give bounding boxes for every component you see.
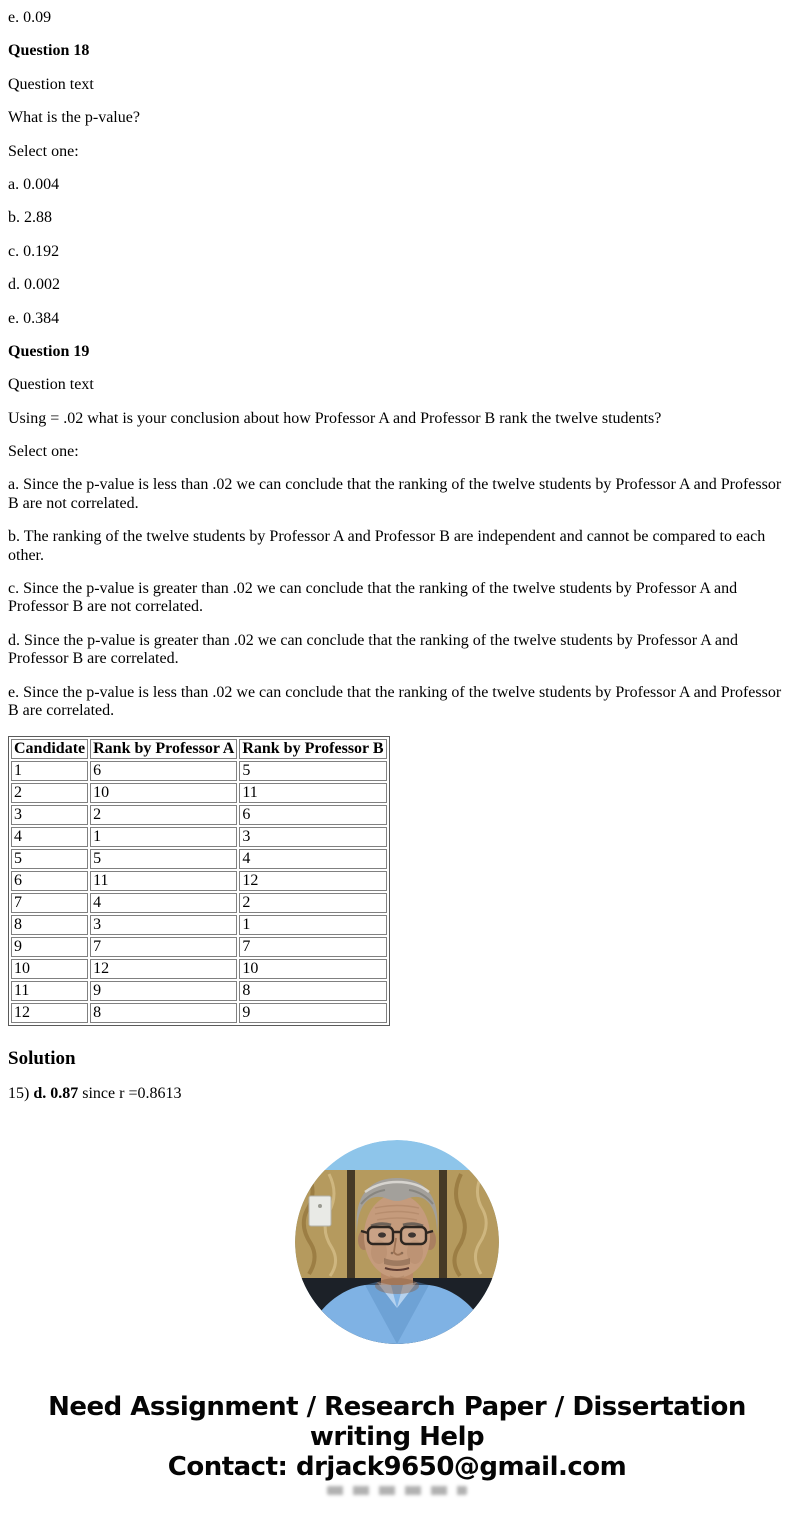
prev-question-option-e: e. 0.09 [8, 9, 52, 26]
question19-option-e[interactable]: e. Since the p-value is less than .02 we can conclude that the ranking of the twelve students by Professor A and Professor B are correlated. [8, 683, 782, 719]
question19-option-c[interactable]: c. Since the p-value is greater than .02 we can conclude that the ranking of the twelve students by Professor A and Professor B are not correlated. [8, 580, 738, 616]
cell-rank-a: 6 [90, 761, 237, 781]
question18-select-label: Select one: [8, 142, 79, 160]
cell-candidate: 7 [11, 893, 88, 913]
cell-candidate: 5 [11, 849, 88, 869]
question19-option-d[interactable]: d. Since the p-value is greater than .02 we can conclude that the ranking of the twelve students by Professor A and Professor B are correlated. [8, 631, 739, 668]
table-row [11, 937, 387, 957]
cell-rank-b: 12 [239, 871, 386, 891]
table-row [11, 981, 387, 1001]
table-row [11, 915, 387, 935]
solution-answer-choice: d. 0.87 [33, 1085, 79, 1103]
cell-rank-b: 10 [239, 959, 386, 979]
cell-candidate: 3 [11, 805, 88, 825]
cell-rank-a: 8 [90, 1003, 237, 1023]
cell-rank-a: 1 [90, 827, 237, 847]
question19-subtitle: Question text [8, 376, 94, 394]
cell-rank-a: 9 [90, 981, 237, 1001]
cell-rank-a: 4 [90, 893, 237, 913]
question18-prompt: What is the p-value? [8, 109, 140, 127]
cell-rank-b: 9 [239, 1003, 386, 1023]
cell-rank-b: 2 [239, 893, 386, 913]
cell-candidate: 4 [11, 827, 88, 847]
question18-option-c[interactable]: c. 0.192 [8, 242, 60, 260]
table-header-row [11, 739, 387, 759]
cell-rank-a: 12 [90, 959, 237, 979]
question18-option-d[interactable]: d. 0.002 [8, 276, 60, 294]
cell-candidate: 11 [11, 981, 88, 1001]
question19-select-label: Select one: [8, 443, 79, 461]
question19-title: Question 19 [8, 342, 90, 360]
cell-rank-b: 6 [239, 805, 386, 825]
cell-rank-a: 5 [90, 849, 237, 869]
table-row [11, 871, 387, 891]
solution-answer-prefix: 15) [8, 1085, 34, 1103]
question18-option-a[interactable]: a. 0.004 [8, 175, 60, 193]
faded-watermark [327, 1486, 467, 1495]
cell-rank-a: 2 [90, 805, 237, 825]
cell-rank-b: 7 [239, 937, 386, 957]
question18-option-e[interactable]: e. 0.384 [8, 309, 60, 327]
cell-candidate: 9 [11, 937, 88, 957]
solution-heading: Solution [8, 1048, 76, 1070]
cell-rank-b: 11 [239, 783, 386, 803]
footer-banner [8, 1392, 786, 1495]
column-header-candidate: Candidate [11, 739, 88, 759]
cell-candidate: 8 [11, 915, 88, 935]
cell-candidate: 2 [11, 783, 88, 803]
question19-option-a[interactable]: a. Since the p-value is less than .02 we can conclude that the ranking of the twelve students by Professor A and Professor B are not correlated. [8, 476, 782, 512]
cell-rank-b: 1 [239, 915, 386, 935]
cell-rank-b: 8 [239, 981, 386, 1001]
question18-option-b[interactable]: b. 2.88 [8, 209, 52, 227]
cell-rank-b: 4 [239, 849, 386, 869]
table-row [11, 849, 387, 869]
table-row [11, 1003, 387, 1023]
table-row [11, 959, 387, 979]
question18-title: Question 18 [8, 42, 90, 60]
cell-rank-a: 7 [90, 937, 237, 957]
column-header-prof-a: Rank by Professor A [90, 739, 237, 759]
question19-option-b[interactable]: b. The ranking of the twelve students by Professor A and Professor B are independent and cannot be compared to each other. [8, 528, 766, 564]
solution-answer-suffix: since r =0.8613 [78, 1085, 182, 1103]
cell-rank-b: 3 [239, 827, 386, 847]
cell-rank-a: 3 [90, 915, 237, 935]
column-header-prof-b: Rank by Professor B [239, 739, 386, 759]
candidate-rank-table [8, 736, 390, 1026]
cell-candidate: 10 [11, 959, 88, 979]
cell-candidate: 12 [11, 1003, 88, 1023]
cell-rank-b: 5 [239, 761, 386, 781]
portrait-photo [295, 1140, 499, 1344]
question18-subtitle: Question text [8, 75, 94, 93]
cell-candidate: 6 [11, 871, 88, 891]
footer-heading: Need Assignment / Research Paper / Dissertation writing Help [48, 1391, 746, 1452]
table-row [11, 761, 387, 781]
table-row [11, 783, 387, 803]
cell-rank-a: 11 [90, 871, 237, 891]
portrait-photo-illustration [295, 1140, 499, 1344]
cell-rank-a: 10 [90, 783, 237, 803]
solution-answer [8, 1085, 786, 1103]
question19-prompt: Using = .02 what is your conclusion about how Professor A and Professor B rank the twelve students? [8, 409, 662, 427]
table-row [11, 827, 387, 847]
footer-contact-email: Contact: drjack9650@gmail.com [167, 1451, 627, 1482]
table-row [11, 805, 387, 825]
table-row [11, 893, 387, 913]
cell-candidate: 1 [11, 761, 88, 781]
